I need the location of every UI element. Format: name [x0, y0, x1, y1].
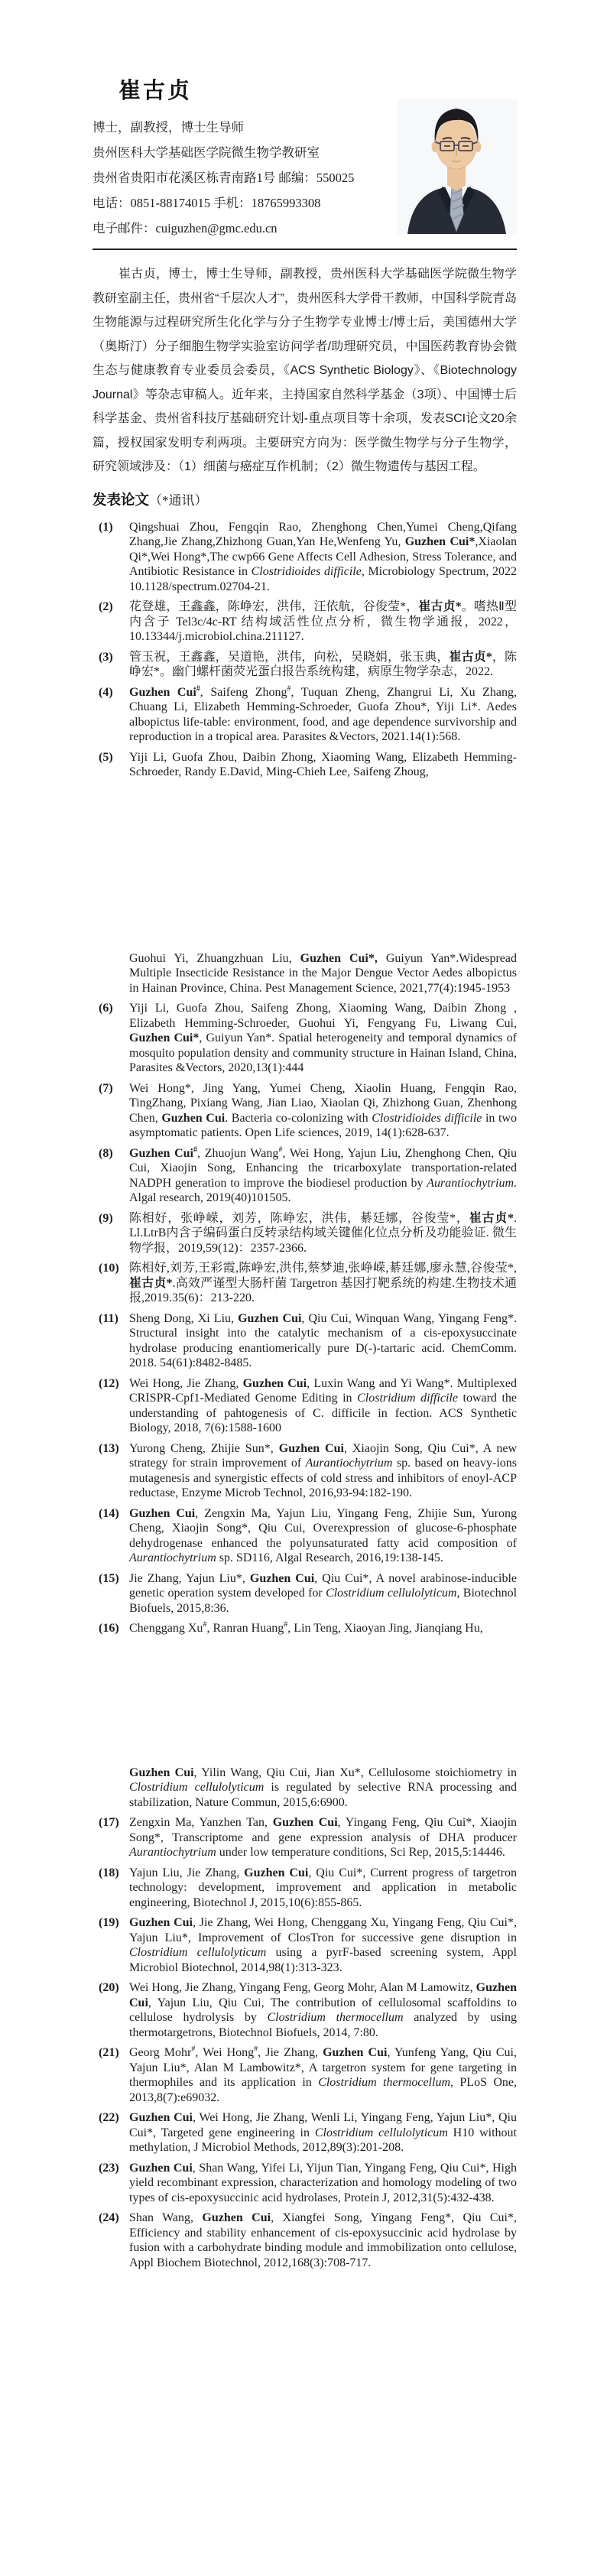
publication-item [93, 1081, 517, 1141]
publication-text: Wei Hong, Jie Zhang, Yingang Feng, Georg Mohr, Alan M Lamowitz, Guzhen Cui, Yajun Liu, Qiu Cui, The contribution of cellulosomal scaffoldins to cellulose hydrolysis by Clostridium thermocellum analyzed by using thermotargetrons, Biotechnol Biofuels, 2014, 7:80. [129, 1981, 517, 2039]
publication-item [93, 2045, 517, 2105]
publications-page-3 [93, 1766, 517, 2271]
publications-list [93, 520, 517, 2271]
publication-text: Sheng Dong, Xi Liu, Guzhen Cui, Qiu Cui, Winquan Wang, Yingang Feng*. Structural insight into the catalytic mechanism of a cis-epoxysuccinate hydrolase producing enantiomerically pure D(-)-tartaric acid. ChemComm. 2018. 54(61):8482-8485. [129, 1311, 517, 1369]
publication-item [93, 2211, 517, 2270]
publication-item [93, 1621, 517, 1636]
publication-number: (18) [99, 1866, 119, 1879]
publication-number: (15) [99, 1571, 119, 1585]
publication-text: Shan Wang, Guzhen Cui, Xiangfei Song, Yingang Feng*, Qiu Cui*, Efficiency and stability enhancement of cis-epoxysuccinic acid hydrolase by fusion with a carbohydrate binding module and immobilization onto cellulose, Appl Biochem Biotechnol, 2012,168(3):708-717. [129, 2211, 518, 2269]
publication-number [93, 1766, 129, 1811]
portrait-illustration [397, 99, 518, 234]
publication-number: (13) [99, 1441, 119, 1455]
publication-number: (8) [99, 1146, 113, 1160]
publication-item [93, 1866, 517, 1911]
publication-number: (17) [99, 1816, 119, 1829]
publication-text: Guzhen Cui#, Zhuojun Wang#, Wei Hong, Yajun Liu, Zhenghong Chen, Qiu Cui, Xiaojin Song, Enhancing the tricarboxylate transportation-related NADPH generation to improve the biodiesel production by Aurantiochytrium. Algal research, 2019(40)101505. [129, 1145, 518, 1204]
publications-heading-note: （*通讯） [149, 492, 208, 508]
publication-item [93, 2110, 517, 2155]
publication-item [93, 520, 517, 595]
publication-text: 陈相好，张峥嵘，刘芳，陈峥宏，洪伟，綦廷娜，谷俊莹*，崔古贞*. Ll.LtrB内含子编码蛋白反转录结构域关键催化位点分析及功能验证. 微生物学报，2019,59(12)：2357-2366. [129, 1211, 517, 1255]
publication-text: Wei Hong*, Jing Yang, Yumei Cheng, Xiaolin Huang, Fengqin Rao, TingZhang, Pixiang Wang, Jian Liao, Xiaolan Qi, Zhizhong Guan, Zhenhong Chen, Guzhen Cui. Bacteria co-colonizing with Clostridioides difficile in two asymptomatic patients. Open Life sciences, 2019, 14(1):628-637. [129, 1081, 517, 1139]
publication-text: Guzhen Cui#, Saifeng Zhong#, Tuquan Zheng, Zhangrui Li, Xu Zhang, Chuang Li, Elizabeth Hemming-Schroeder, Guofa Zhou*, Yiji Li*. Aedes albopictus life-table: environment, food, and age dependence survivorship and reproduction in a tropical area. Parasites &Vectors, 2021.14(1):568. [129, 684, 518, 743]
publication-number: (16) [99, 1622, 119, 1635]
publication-item [93, 2161, 517, 2206]
publication-number: (11) [99, 1311, 118, 1325]
publication-text: Chenggang Xu#, Ranran Huang#, Lin Teng, Xiaoyan Jing, Jianqiang Hu, [129, 1620, 483, 1635]
publication-text: Guohui Yi, Zhuangzhuan Liu, Guzhen Cui*, Guiyun Yan*.Widespread Multiple Insecticide Resistance in the Major Dengue Vector Aedes albopictus in Hainan Province, China. Pest Management Science, 2021,77(4):1945-1953 [129, 951, 517, 995]
publication-number: (1) [99, 520, 113, 534]
publication-text: Jie Zhang, Yajun Liu*, Guzhen Cui, Qiu Cui*, A novel arabinose-inducible genetic operation system developed for Clostridium cellulolyticum, Biotechnol Biofuels, 2015,8:36. [129, 1571, 518, 1615]
publication-text: Guzhen Cui, Zengxin Ma, Yajun Liu, Yingang Feng, Zhijie Sun, Yurong Cheng, Xiaojin Song*, Qiu Cui, Overexpression of glucose-6-phosphate dehydrogenase enhanced the polyunsaturated fatty acid composition of Aurantiochytrium sp. SD116, Algal Research, 2016,19:138-145. [129, 1506, 517, 1564]
publication-item [93, 1571, 517, 1616]
address-line: 贵州省贵阳市花溪区栋青南路1号 邮编：550025 [93, 171, 355, 185]
publication-text: Yiji Li, Guofa Zhou, Daibin Zhong, Xiaoming Wang, Elizabeth Hemming-Schroeder, Randy E.David, Ming-Chieh Lee, Saifeng Zhoug, [129, 750, 517, 778]
portrait-photo [397, 99, 518, 234]
publication-text: Zengxin Ma, Yanzhen Tan, Guzhen Cui, Yingang Feng, Qiu Cui*, Xiaojin Song*, Transcriptome and gene expression analysis of DHA producer Aurantiochytrium under low temperature conditions, Sci Rep, 2015,5:14446. [129, 1816, 518, 1859]
publication-number [93, 951, 129, 996]
publication-item [93, 1261, 517, 1306]
publication-number: (23) [99, 2161, 119, 2175]
publication-number: (2) [99, 600, 113, 613]
page-break-gap-2 [93, 1642, 517, 1756]
publication-item [93, 1815, 517, 1860]
publication-number: (21) [99, 2046, 119, 2059]
publication-number: (24) [99, 2211, 119, 2224]
publication-number: (14) [99, 1506, 119, 1520]
publication-text: 花登雄，王鑫鑫，陈峥宏，洪伟，汪依航，谷俊莹*，崔古贞*。嗜热Ⅱ型内含子 Tel3c/4c-RT 结构域活性位点分析，微生物学通报，2022，10.13344/j.microbiol.china.211127. [129, 600, 517, 643]
publication-number: (4) [99, 685, 113, 699]
publication-number: (5) [99, 750, 113, 764]
publication-text: Guzhen Cui, Shan Wang, Yifei Li, Yijun Tian, Yingang Feng, Qiu Cui*, High yield recombinant expression, characterization and homology modeling of two types of cis-epoxysuccinic acid hydrolases, Protein J, 2012,31(5):432-438. [129, 2161, 517, 2204]
publication-item [93, 1506, 517, 1566]
publication-number: (19) [99, 1916, 119, 1929]
publication-text: 陈相好,刘芳,王彩霞,陈峥宏,洪伟,蔡梦迪,张峥嵘,綦廷娜,廖永慧,谷俊莹*,崔古贞*.高效严谨型大肠杆菌 Targetron 基因打靶系统的构建.生物技术通报,2019.35(6)：213-220. [129, 1262, 517, 1304]
phone-line: 电话：0851-88174015 手机：18765993308 [93, 196, 321, 210]
publication-text: Georg Mohr#, Wei Hong#, Jie Zhang, Guzhen Cui, Yunfeng Yang, Qiu Cui, Yajun Liu*, Alan M Lambowitz*, A targetron system for gene targeting in thermophiles and its application in Clostridium thermocellum, PLoS One, 2013,8(7):e69032. [129, 2045, 517, 2104]
publication-item [93, 951, 517, 996]
publication-text: Yiji Li, Guofa Zhou, Saifeng Zhong, Xiaoming Wang, Daibin Zhong , Elizabeth Hemming-Schroeder, Guohui Yi, Fengyang Fu, Liwang Cui, Guzhen Cui*, Guiyun Yan*. Spatial heterogeneity and temporal dynamics of mosquito population density and community structure in Hainan Island, China, Parasites &Vectors, 2020,13(1):444 [129, 1002, 517, 1074]
publication-item [93, 599, 517, 645]
publication-text: Guzhen Cui, Jie Zhang, Wei Hong, Chenggang Xu, Yingang Feng, Qiu Cui*, Yajun Liu*, Improvement of ClosTron for successive gene disruption in Clostridium cellulolyticum using a pyrF-based screening system, Appl Microbiol Biotechnol, 2014,98(1):313-323. [129, 1916, 518, 1974]
publication-item [93, 750, 517, 780]
publication-text: Qingshuai Zhou, Fengqin Rao, Zhenghong Chen,Yumei Cheng,Qifang Zhang,Jie Zhang,Zhizhong Guan,Yan He,Wenfeng Yu, Guzhen Cui*,Xiaolan Qi*,Wei Hong*,The cwp66 Gene Affects Cell Adhesion, Stress Tolerance, and Antibiotic Resistance in Clostridioides difficile, Microbiology Spectrum, 2022 10.1128/spectrum.02704-21. [129, 520, 517, 593]
publications-heading-text: 发表论文 [93, 491, 150, 508]
publication-item [93, 685, 517, 745]
publication-number: (6) [99, 1002, 113, 1015]
publication-number: (12) [99, 1376, 119, 1390]
publication-item [93, 1915, 517, 1975]
publication-item [93, 1441, 517, 1501]
page-break-gap-1 [93, 785, 517, 942]
publication-text: Yurong Cheng, Zhijie Sun*, Guzhen Cui, Xiaojin Song, Qiu Cui*, A new strategy for strain improvement of Aurantiochytrium sp. based on heavy-ions mutagenesis and synergistic effects of cold stress and inhibitors of enoyl-ACP reductase, Enzyme Microb Technol, 2016,93-94:182-190. [129, 1441, 518, 1499]
publication-number: (9) [99, 1211, 113, 1225]
publication-item [93, 1376, 517, 1436]
publications-heading [93, 490, 517, 511]
publication-item [93, 1001, 517, 1076]
publication-text: Guzhen Cui, Yilin Wang, Qiu Cui, Jian Xu*, Cellulosome stoichiometry in Clostridium cellulolyticum is regulated by selective RNA processing and stabilization, Nature Commun, 2015,6:6900. [129, 1766, 518, 1809]
email-line: 电子邮件：cuiguzhen@gmc.edu.cn [93, 221, 278, 236]
publications-page-1 [93, 520, 517, 780]
publication-number: (22) [99, 2111, 119, 2124]
publication-text: Yajun Liu, Jie Zhang, Guzhen Cui, Qiu Cui*, Current progress of targetron technology: development, improvement and application in metabolic engineering, Biotechnol J, 2015,10(6):855-865. [129, 1866, 517, 1909]
publication-item [93, 650, 517, 680]
publication-text: 管玉祝，王鑫鑫，吴道艳，洪伟，向松，吴晓娟，张玉典，崔古贞*，陈峥宏*。幽门螺杆菌荧光蛋白报告系统构建，病原生物学杂志，2022. [129, 650, 517, 678]
publication-item [93, 1311, 517, 1371]
publication-item [93, 1146, 517, 1206]
publication-number: (20) [99, 1981, 119, 1994]
publications-page-2 [93, 951, 517, 1636]
publication-item [93, 1980, 517, 2040]
publication-number: (7) [99, 1081, 113, 1095]
publication-text: Guzhen Cui, Wei Hong, Jie Zhang, Wenli Li, Yingang Feng, Yajun Liu*, Qiu Cui*, Targeted gene engineering in Clostridium cellulolyticum H10 without methylation, J Microbiol Methods, 2012,89(3):201-208. [129, 2111, 517, 2154]
publication-number: (3) [99, 650, 113, 664]
bio-paragraph: 崔古贞，博士，博士生导师，副教授，贵州医科大学基础医学院微生物学教研室副主任，贵州省“千层次人才”，贵州医科大学骨干教师，中国科学院青岛生物能源与过程研究所生化化学与分子生物学专业博士/博士后，美国德州大学（奥斯汀）分子细胞生物学实验室访问学者/助理研究员，中国医药教育协会微生态与健康教育专业委员会委员，《ACS Synthetic Biology》、《Biotechnology Journal》等杂志审稿人。近年来，主持国家自然科学基金（3项）、中国博士后科学基金、贵州省科技厅基础研究计划-重点项目等十余项，发表SCI论文20余篇，授权国家发明专利两项。主要研究方向为：医学微生物学与分子生物学，研究领域涉及：（1）细菌与癌症互作机制；（2）微生物遗传与基因工程。 [93, 268, 517, 473]
title-line: 博士，副教授，博士生导师 [93, 120, 244, 135]
section-divider [93, 249, 517, 250]
publication-text: Wei Hong, Jie Zhang, Guzhen Cui, Luxin Wang and Yi Wang*. Multiplexed CRISPR-Cpf1-Mediated Genome Editing in Clostridium difficile toward the understanding of pahtogenesis of C. difficile in fection. ACS Synthetic Biology, 2018, 7(6):1588-1600 [129, 1376, 517, 1434]
publication-item [93, 1766, 517, 1811]
publication-number: (10) [99, 1262, 119, 1275]
department-line: 贵州医科大学基础医学院微生物学教研室 [93, 145, 320, 160]
publication-item [93, 1211, 517, 1256]
person-name: 崔古贞 [118, 79, 193, 103]
